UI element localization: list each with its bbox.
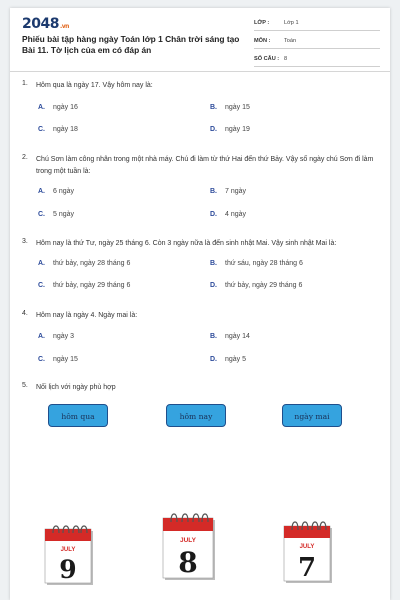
worksheet — [10, 8, 390, 600]
meta-key: LỚP : — [254, 20, 270, 26]
option-4c[interactable]: C. ngày 15 — [38, 356, 78, 363]
calendar-month: JULY — [179, 537, 197, 544]
calendar-header — [45, 529, 91, 541]
match-button-today[interactable]: hôm nay — [166, 404, 226, 427]
calendar-day: 8 — [178, 546, 198, 579]
option-1c[interactable]: C. ngày 18 — [38, 126, 78, 133]
calendar-icon-8[interactable] — [160, 513, 220, 583]
match-button-row — [10, 404, 390, 428]
calendar-day: 9 — [59, 555, 77, 584]
meta-value: Toán — [284, 38, 297, 44]
option-3d[interactable]: D. thứ bảy, ngày 29 tháng 6 — [210, 282, 303, 289]
question-text: Hôm nay là ngày 4. Ngày mai là: — [36, 312, 138, 319]
option-2b[interactable]: B. 7 ngày — [210, 188, 247, 195]
question-number: 4. — [22, 310, 28, 317]
worksheet-meta — [254, 16, 380, 70]
question-text: Hôm qua là ngày 17. Vậy hôm nay là: — [36, 82, 153, 89]
option-3c[interactable]: C. thứ bảy, ngày 29 tháng 6 — [38, 282, 131, 289]
option-4d[interactable]: D. ngày 5 — [210, 356, 247, 363]
calendar-month: JULY — [60, 547, 76, 553]
option-1d[interactable]: D. ngày 19 — [210, 126, 250, 133]
meta-row-class — [254, 16, 380, 31]
worksheet-title: Phiếu bài tập hàng ngày Toán lớp 1 Chân trời sáng tạo Bài 11. Tờ lịch của em có đáp án — [22, 34, 240, 55]
question-number: 5. — [22, 382, 28, 389]
meta-value: Lớp 1 — [284, 20, 299, 26]
question-text: Chú Sơn làm công nhân trong một nhà máy. Chú đi làm từ thứ Hai đến thứ Bảy. Vậy số ngày chú Sơn đi làm trong một tuần là: — [36, 156, 374, 175]
option-2d[interactable]: D. 4 ngày — [210, 211, 247, 218]
option-1a[interactable]: A. ngày 16 — [38, 104, 78, 111]
calendar-icon-9[interactable] — [43, 525, 99, 587]
match-button-yesterday[interactable]: hôm qua — [48, 404, 108, 427]
meta-key: SỐ CÂU : — [254, 56, 280, 62]
option-4a[interactable]: A. ngày 3 — [38, 333, 75, 340]
option-3b[interactable]: B. thứ sáu, ngày 28 tháng 6 — [210, 260, 303, 267]
question-number: 1. — [22, 80, 28, 87]
meta-value: 8 — [284, 56, 288, 62]
meta-key: MÔN : — [254, 38, 271, 44]
calendar-row — [10, 513, 390, 600]
question-number: 2. — [22, 154, 28, 161]
option-3a[interactable]: A. thứ bảy, ngày 28 tháng 6 — [38, 260, 131, 267]
match-button-tomorrow[interactable]: ngày mai — [282, 404, 342, 427]
option-2c[interactable]: C. 5 ngày — [38, 211, 75, 218]
meta-row-count — [254, 52, 380, 67]
calendar-header — [284, 526, 330, 538]
question-number: 3. — [22, 238, 28, 245]
option-4b[interactable]: B. ngày 14 — [210, 333, 250, 340]
logo-tld: .vn — [59, 23, 69, 30]
site-logo[interactable] — [22, 16, 69, 32]
question-text: Nối lịch với ngày phù hợp — [36, 384, 116, 391]
logo-text: 2048 — [22, 16, 59, 32]
calendar-month: JULY — [299, 544, 315, 550]
calendar-icon-7[interactable] — [282, 521, 338, 585]
calendar-day: 7 — [297, 553, 317, 583]
question-text: Hôm nay là thứ Tư, ngày 25 tháng 6. Còn 3 ngày nữa là đến sinh nhật Mai. Vậy sinh nhật Mai là: — [36, 240, 337, 247]
option-1b[interactable]: B. ngày 15 — [210, 104, 250, 111]
meta-row-subject — [254, 34, 380, 49]
worksheet-header — [10, 8, 390, 72]
option-2a[interactable]: A. 6 ngày — [38, 188, 75, 195]
